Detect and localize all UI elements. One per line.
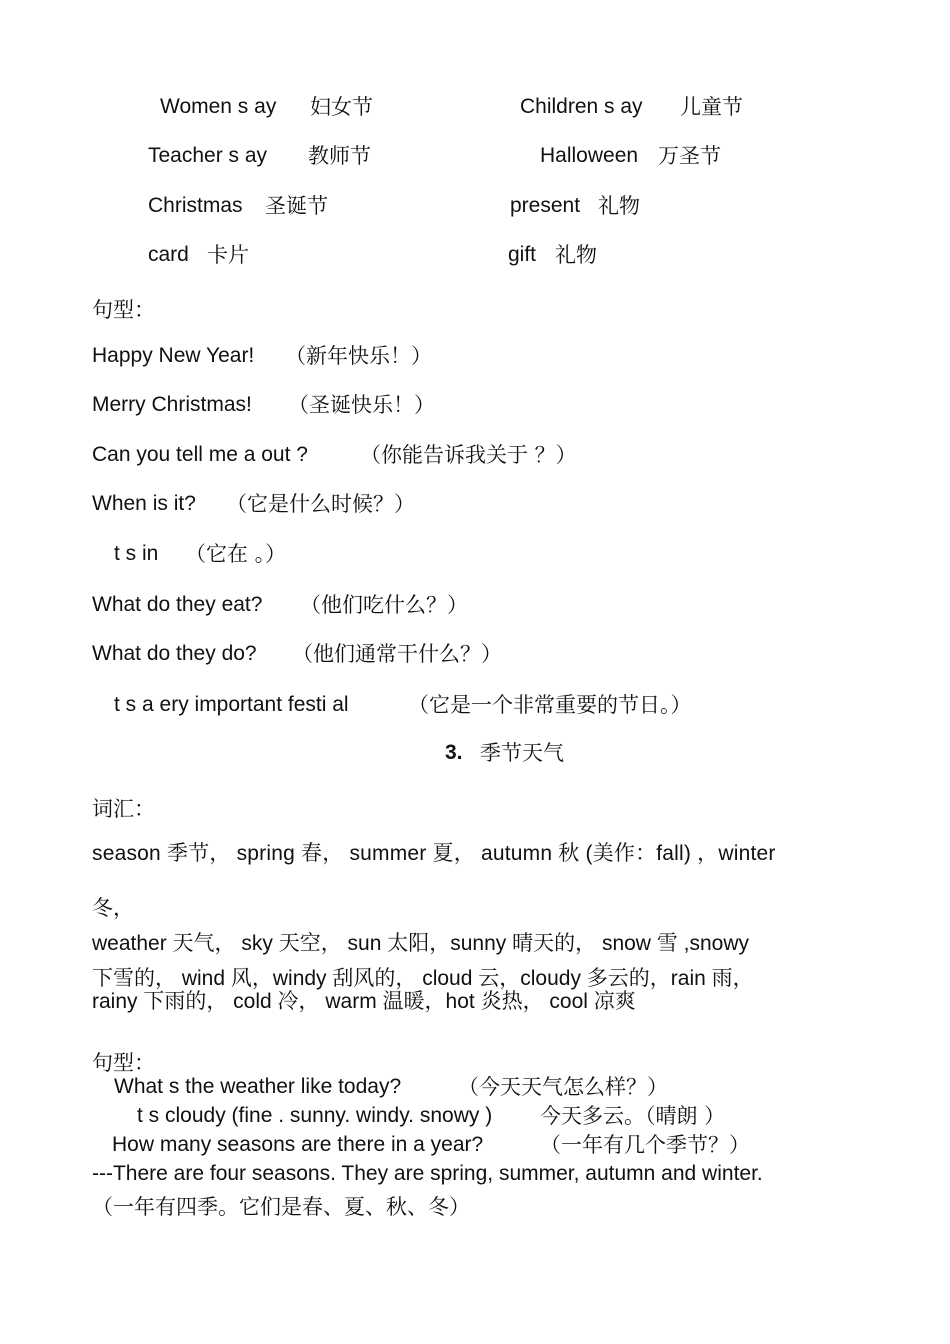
vocab-line: 冬，	[92, 896, 134, 920]
vocab-zh: 万圣节	[658, 144, 721, 168]
section-title: 季节天气	[480, 741, 564, 765]
section-label: 句型：	[92, 298, 155, 322]
vocab-line: weather 天气， sky 天空， sun 太阳，sunny 晴天的， snow 雪 ,snowy	[92, 932, 749, 955]
vocab-en: Women s ay	[160, 95, 277, 118]
vocab-line: season 季节， spring 春， summer 夏， autumn 秋 (美作：fall) ，winter	[92, 842, 776, 865]
sentence-zh: （圣诞快乐！）	[288, 393, 435, 417]
section-label: 句型：	[92, 1051, 155, 1075]
vocab-line: 下雪的， wind 风，windy 刮风的， cloud 云，cloudy 多云的，rain 雨，	[92, 967, 754, 990]
sentence-en: How many seasons are there in a year?	[112, 1133, 484, 1156]
sentence-zh: （一年有四季。它们是春、夏、秋、冬）	[92, 1195, 470, 1219]
sentence-en: Can you tell me a out ?	[92, 443, 308, 466]
vocab-en: Christmas	[148, 194, 243, 217]
section-number: 3.	[445, 741, 463, 764]
vocab-en: Teacher s ay	[148, 144, 268, 167]
sentence-zh: （他们通常干什么？）	[292, 642, 502, 666]
sentence-zh: （它是什么时候？）	[226, 492, 415, 516]
sentence-zh: （它在 。）	[185, 542, 287, 566]
sentence-en: What s the weather like today?	[114, 1075, 402, 1098]
sentence-zh: （你能告诉我关于 ？）	[360, 443, 577, 467]
sentence-zh: （新年快乐！）	[285, 344, 432, 368]
sentence-en: t s cloudy (fine . sunny. windy. snowy )	[137, 1104, 493, 1127]
vocab-line: rainy 下雨的， cold 冷， warm 温暖，hot 炎热， cool 凉爽	[92, 990, 636, 1013]
sentence-en: ---There are four seasons. They are spring, summer, autumn and winter.	[92, 1162, 763, 1185]
sentence-zh: （今天天气怎么样？）	[458, 1075, 668, 1099]
vocab-zh: 礼物	[598, 194, 640, 218]
sentence-en: When is it?	[92, 492, 196, 515]
sentence-en: t s in	[114, 542, 159, 565]
vocab-en: card	[148, 243, 189, 266]
sentence-zh: （它是一个非常重要的节日。）	[408, 693, 692, 717]
vocab-en: present	[510, 194, 581, 217]
sentence-en: What do they do?	[92, 642, 257, 665]
vocab-en: Halloween	[540, 144, 639, 167]
vocab-zh: 妇女节	[310, 95, 373, 119]
vocab-zh: 卡片	[207, 243, 249, 267]
vocab-zh: 儿童节	[680, 95, 743, 119]
vocab-zh: 教师节	[308, 144, 371, 168]
vocab-en: Children s ay	[520, 95, 643, 118]
sentence-zh: （一年有几个季节？）	[540, 1133, 750, 1157]
sentence-zh: 今天多云。（晴朗 ）	[540, 1104, 726, 1128]
vocab-zh: 礼物	[555, 243, 597, 267]
sentence-en: What do they eat?	[92, 593, 263, 616]
vocab-label: 词汇：	[92, 797, 155, 821]
sentence-en: t s a ery important festi al	[114, 693, 349, 716]
sentence-en: Happy New Year!	[92, 344, 255, 367]
sentence-zh: （他们吃什么？）	[300, 593, 468, 617]
sentence-en: Merry Christmas!	[92, 393, 252, 416]
vocab-en: gift	[508, 243, 537, 266]
vocab-zh: 圣诞节	[265, 194, 328, 218]
